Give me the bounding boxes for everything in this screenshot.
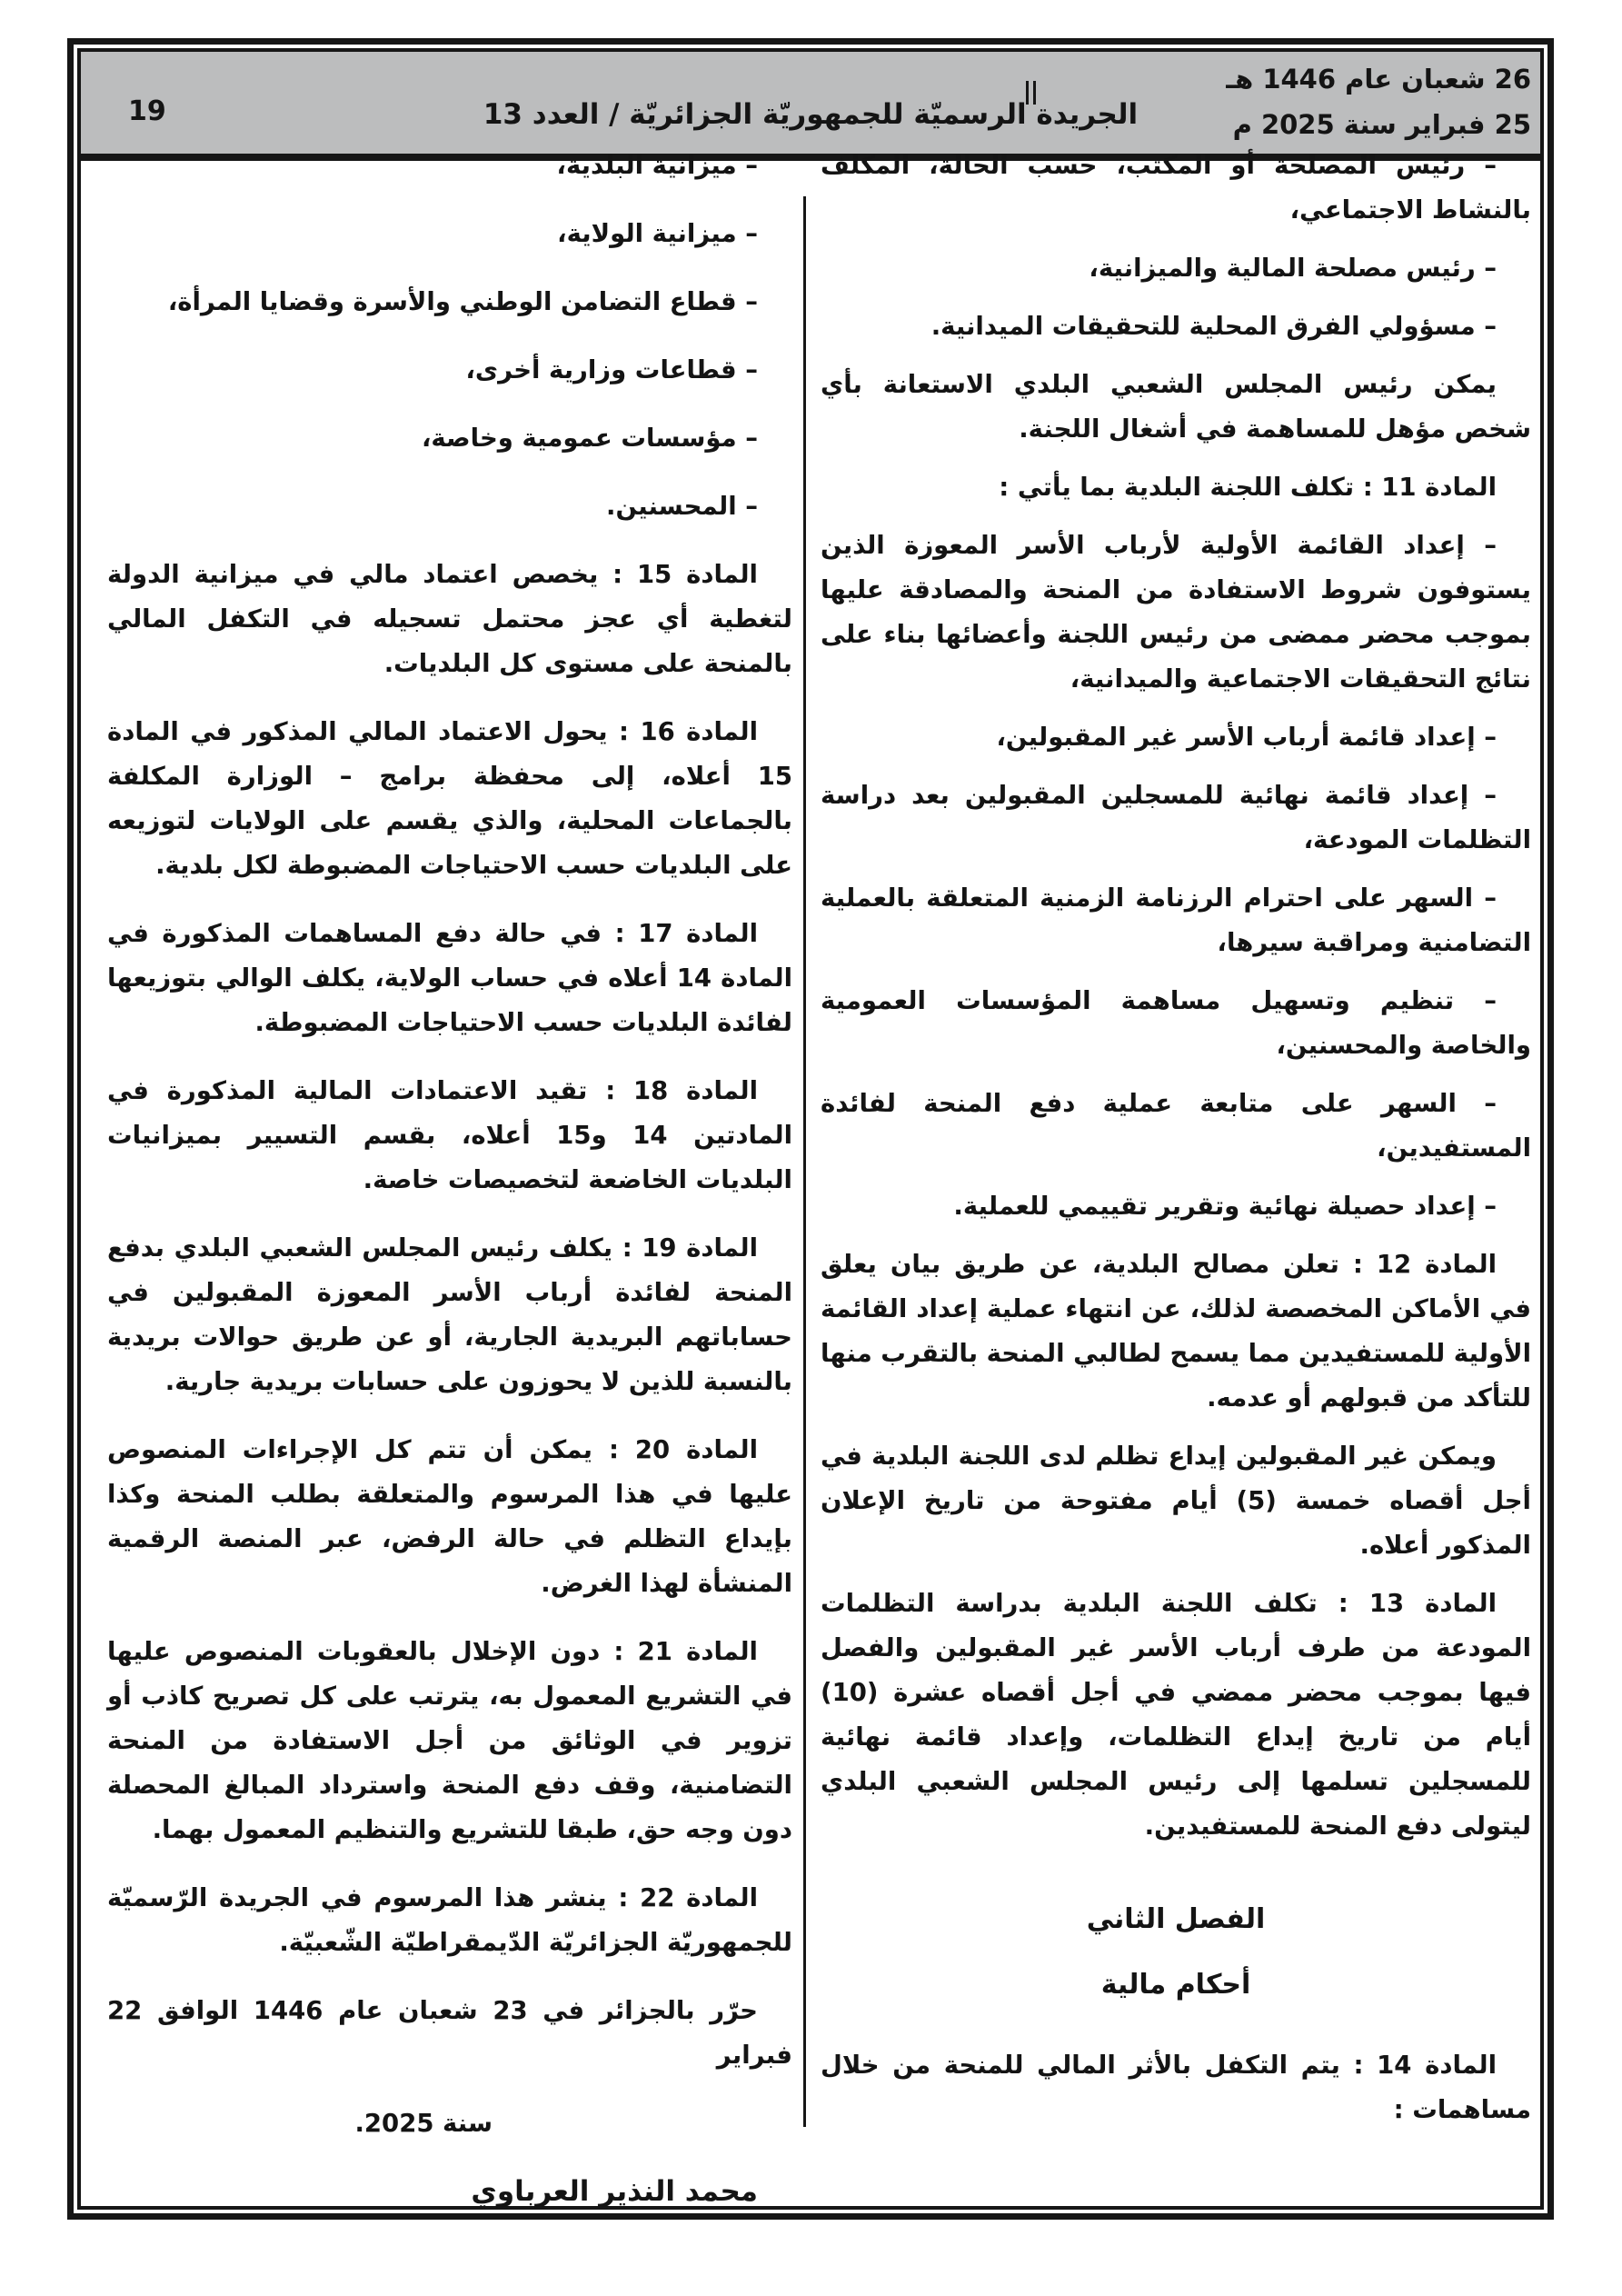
- article-number-label: المادة 21 :: [600, 1637, 758, 1666]
- paragraph: يمكن رئيس المجلس الشعبي البلدي الاستعانة بأي شخص مؤهل للمساهمة في أشغال اللجنة.: [821, 370, 1531, 444]
- bullet-item: – إعداد حصيلة نهائية وتقرير تقييمي للعملية.: [953, 1192, 1497, 1221]
- article-number-label: المادة 17 :: [602, 919, 758, 948]
- bullet-item: – قطاعات وزارية أخرى،: [465, 355, 758, 384]
- article-number-label: المادة 13 :: [1317, 1589, 1497, 1618]
- bullet-item: – إعداد قائمة أرباب الأسر غير المقبولين،: [996, 723, 1497, 752]
- header-dates: [1226, 56, 1531, 147]
- bullet-item: – إعداد القائمة الأولية لأرباب الأسر المعوزة الذين يستوفون شروط الاستفادة من المنحة والمصادقة عليها بموجب محضر ممضى من رئيس اللجنة وأعضائها بناء على نتائج التحقيقات الاجتماعية والميدانية،: [821, 531, 1531, 694]
- bullet-item: – قطاع التضامن الوطني والأسرة وقضايا المرأة،: [167, 287, 758, 316]
- signature: محمد النذير العرباوي: [471, 2175, 758, 2208]
- article-number-label: المادة 20 :: [592, 1435, 759, 1464]
- gazette-title: الجريدة الرسميّة للجمهوريّة الجزائريّة / العدد 13: [483, 98, 1139, 131]
- column-divider-rule: [803, 196, 806, 2127]
- article-paragraph: المادة 15 : يخصص اعتماد مالي في ميزانية الدولة لتغطية أي عجز محتمل تسجيله في التكفل المالي بالمنحة على مستوى كل البلديات.: [107, 560, 792, 678]
- bullet-item: – السهر على متابعة عملية دفع المنحة لفائدة المستفيدين،: [821, 1089, 1531, 1163]
- closing-date-line: سنة 2025.: [354, 2109, 493, 2138]
- bullet-item: – ميزانية البلدية،: [556, 151, 758, 180]
- bullet-item: – تنظيم وتسهيل مساهمة المؤسسات العمومية والخاصة والمحسنين،: [821, 986, 1531, 1060]
- bullet-item: – السهر على احترام الرزنامة الزمنية المتعلقة بالعملية التضامنية ومراقبة سيرها،: [821, 883, 1531, 957]
- bullet-item: – إعداد قائمة نهائية للمسجلين المقبولين بعد دراسة التظلمات المودعة،: [821, 781, 1531, 854]
- closing-date-line: حرّر بالجزائر في 23 شعبان عام 1446 الوافق 22 فبراير: [107, 1996, 792, 2070]
- article-paragraph: المادة 21 : دون الإخلال بالعقوبات المنصوص عليها في التشريع المعمول به، يترتب على كل تصريح كاذب أو تزوير في الوثائق من أجل الاستفادة من المنحة التضامنية، وقف دفع المنحة واسترداد المبالغ المحصلة دون وجه حق، طبقا للتشريع والتنظيم المعمول بهما.: [107, 1637, 792, 1844]
- chapter-heading: [821, 1887, 1531, 2018]
- article-number-label: المادة 16 :: [607, 717, 758, 746]
- column-right: [821, 144, 1531, 2146]
- header-divider-tick: [1026, 81, 1036, 105]
- article-paragraph: المادة 14 : يتم التكفل بالأثر المالي للمنحة من خلال مساهمات :: [821, 2051, 1531, 2124]
- bullet-item: – ميزانية الولاية،: [557, 219, 758, 248]
- article-paragraph: المادة 17 : في حالة دفع المساهمات المذكورة في المادة 14 أعلاه في حساب الولاية، يكلف الوالي بتوزيعها لفائدة البلديات حسب الاحتياجات المضبوطة.: [107, 919, 793, 1037]
- article-number-label: المادة 15 :: [598, 560, 758, 589]
- article-paragraph: المادة 16 : يحول الاعتماد المالي المذكور في المادة 15 أعلاه، إلى محفظة برامج – الوزارة المكلفة بالجماعات المحلية، والذي يقسم على الولايات لتوزيعه على البلديات حسب الاحتياجات المضبوطة لكل بلدية.: [107, 717, 792, 880]
- article-number-label: المادة 18 :: [587, 1076, 759, 1105]
- page-number: 19: [128, 95, 166, 127]
- article-number-label: المادة 19 :: [612, 1233, 758, 1263]
- article-paragraph: المادة 11 : تكلف اللجنة البلدية بما يأتي :: [999, 473, 1497, 502]
- article-number-label: المادة 12 :: [1338, 1250, 1498, 1279]
- bullet-item: – مسؤولي الفرق المحلية للتحقيقات الميدانية.: [930, 312, 1497, 341]
- article-number-label: المادة 22 :: [606, 1883, 759, 1912]
- chapter-heading-line: الفصل الثاني: [1086, 1903, 1266, 1935]
- bullet-item: – رئيس مصلحة المالية والميزانية،: [1089, 254, 1497, 283]
- column-left: [107, 144, 792, 2238]
- article-number-label: المادة 14 :: [1339, 2051, 1497, 2080]
- bullet-item: – المحسنين.: [606, 492, 758, 521]
- article-number-label: المادة 11 :: [1354, 473, 1497, 502]
- paragraph: ويمكن غير المقبولين إيداع تظلم لدى اللجنة البلدية في أجل أقصاه خمسة (5) أيام مفتوحة من تاريخ الإعلان المذكور أعلاه.: [821, 1442, 1531, 1560]
- article-paragraph: المادة 18 : تقيد الاعتمادات المالية المذكورة في المادتين 14 و15 أعلاه، بقسم التسيير بميزانيات البلديات الخاضعة لتخصيصات خاصة.: [107, 1076, 793, 1194]
- gregorian-date: 25 فبراير سنة 2025 م: [1232, 109, 1531, 140]
- article-paragraph: المادة 20 : يمكن أن تتم كل الإجراءات المنصوص عليها في هذا المرسوم والمتعلقة بطلب المنحة وكذا بإيداع التظلم في حالة الرفض، عبر المنصة الرقمية المنشأة لهذا الغرض.: [107, 1435, 792, 1598]
- article-paragraph: المادة 22 : ينشر هذا المرسوم في الجريدة الرّسميّة للجمهوريّة الجزائريّة الدّيمقراطيّة الشّعبيّة.: [107, 1883, 792, 1957]
- chapter-heading-line: أحكام مالية: [1100, 1969, 1251, 2001]
- article-paragraph: المادة 13 : تكلف اللجنة البلدية بدراسة التظلمات المودعة من طرف أرباب الأسر غير المقبولين والفصل فيها بموجب محضر ممضي في أجل أقصاه عشرة (10) أيام من تاريخ إيداع التظلمات، وإعداد قائمة نهائية للمسجلين تسلمها إلى رئيس المجلس الشعبي البلدي ليتولى دفع المنحة للمستفيدين.: [821, 1589, 1531, 1841]
- bullet-item: – رئيس المصلحة أو المكتب، حسب الحالة، المكلف بالنشاط الاجتماعي،: [821, 151, 1531, 225]
- hijri-date: 26 شعبان عام 1446 هـ: [1226, 64, 1531, 95]
- article-paragraph: المادة 19 : يكلف رئيس المجلس الشعبي البلدي بدفع المنحة لفائدة أرباب الأسر المعوزة المقبولين في حساباتهم البريدية الجارية، أو عن طريق حوالات بريدية بالنسبة للذين لا يحوزون على حسابات بريدية جارية.: [107, 1233, 792, 1396]
- article-paragraph: المادة 12 : تعلن مصالح البلدية، عن طريق بيان يعلق في الأماكن المخصصة لذلك، عن انتهاء عملية إعداد القائمة الأولية للمستفيدين مما يسمح لطالبي المنحة بالتقرب منها للتأكد من قبولهم أو عدمه.: [821, 1250, 1531, 1413]
- bullet-item: – مؤسسات عمومية وخاصة،: [421, 424, 758, 453]
